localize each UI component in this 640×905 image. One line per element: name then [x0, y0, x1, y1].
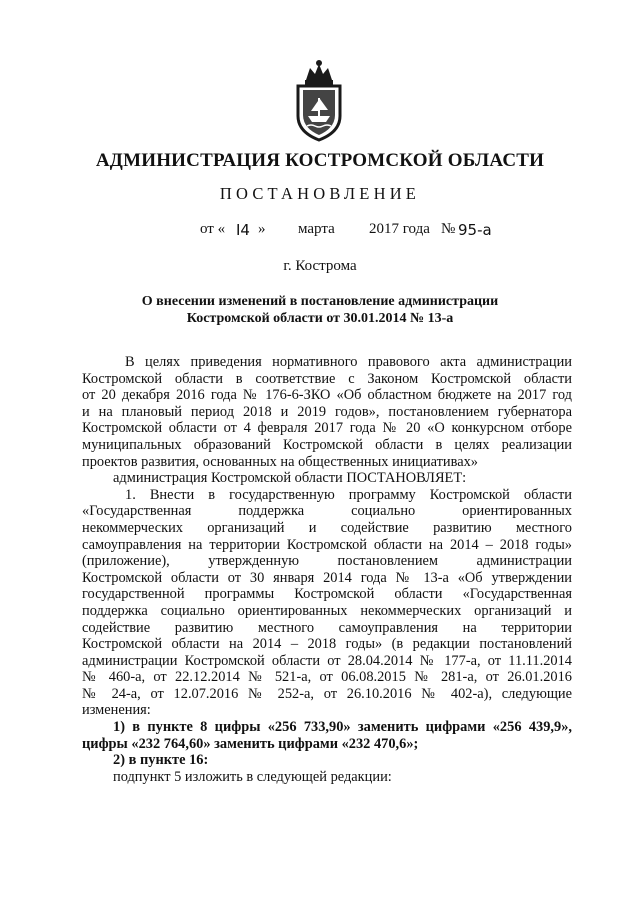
body-line: цифры «232 764,60» заменить цифрами «232 470,6»;: [82, 735, 419, 752]
number-prefix: №: [441, 221, 456, 237]
city-line: г. Кострома: [283, 258, 357, 274]
body-line: 1) в пункте 8 цифры «256 733,90» заменить цифрами «256 439,9»,: [113, 719, 572, 736]
date-month: марта: [298, 221, 335, 237]
body-line: администрация Костромской области ПОСТАНОВЛЯЕТ:: [113, 470, 467, 487]
body-line: № 460-а, от 22.12.2014 № 521-а, от 06.08.2015 № 281-а, от 26.01.2016: [82, 669, 572, 686]
body-line: самоуправления на территории Костромской области на 2014 – 2018 годы»: [82, 536, 572, 553]
body-line: государственной программы Костромской области «Государственная: [82, 586, 572, 603]
body-line: 2) в пункте 16:: [113, 752, 209, 769]
body-line: (приложение), утвержденную постановлением администрации: [82, 553, 572, 570]
document-type: ПОСТАНОВЛЕНИЕ: [219, 184, 421, 203]
body-line: 1. Внести в государственную программу Костромской области: [125, 486, 572, 503]
body-line: Костромской области от 4 февраля 2017 года № 20 «О конкурсном отборе: [82, 420, 572, 437]
body-line: подпункт 5 изложить в следующей редакции:: [113, 768, 392, 785]
body-line: от 20 декабря 2016 года № 176-6-ЗКО «Об областном бюджете на 2017 год: [82, 387, 572, 404]
date-day: I4: [236, 221, 250, 239]
body-line: муниципальных образований Костромской области в целях реализации: [82, 436, 572, 453]
body-line: проектов развития, основанных на общественных инициативах»: [82, 453, 478, 470]
body-line: В целях приведения нормативного правового акта администрации: [125, 354, 572, 370]
date-prefix: от «: [200, 221, 226, 237]
body-line: администрации Костромской области от 28.04.2014 № 177-а, от 11.11.2014: [82, 652, 572, 669]
body-line: некоммерческих организаций и содействие развитию местного: [82, 519, 572, 536]
body-line: Костромской области в соответствие с Законом Костромской области: [82, 370, 572, 387]
body-line: содействие развитию местного самоуправления на территории: [82, 619, 572, 636]
date-year: 2017 года: [369, 221, 430, 237]
body-line: Костромской области на 2014 – 2018 годы» (в редакции постановлений: [82, 636, 572, 653]
organization-heading: АДМИНИСТРАЦИЯ КОСТРОМСКОЙ ОБЛАСТИ: [95, 150, 545, 171]
body-line: изменения:: [82, 702, 151, 719]
document-number: 95-а: [458, 221, 492, 239]
document-title: [120, 293, 520, 327]
title-line: О внесении изменений в постановление администрации: [141, 294, 499, 309]
date-close: »: [258, 221, 266, 237]
document-body: [82, 354, 572, 785]
body-line: поддержка социально ориентированных некоммерческих организаций и: [82, 602, 572, 619]
body-line: Костромской области от 30 января 2014 года № 13-а «Об утверждении: [82, 569, 572, 586]
title-line: Костромской области от 30.01.2014 № 13-а: [186, 311, 454, 326]
body-line: «Государственная поддержка социально ориентированных: [82, 503, 572, 520]
body-line: и на плановый период 2018 и 2019 годов», постановлением губернатора: [82, 403, 572, 420]
coat-of-arms-emblem: [288, 58, 350, 142]
body-line: № 24-а, от 12.07.2016 № 252-а, от 26.10.2016 № 402-а), следующие: [82, 685, 572, 702]
